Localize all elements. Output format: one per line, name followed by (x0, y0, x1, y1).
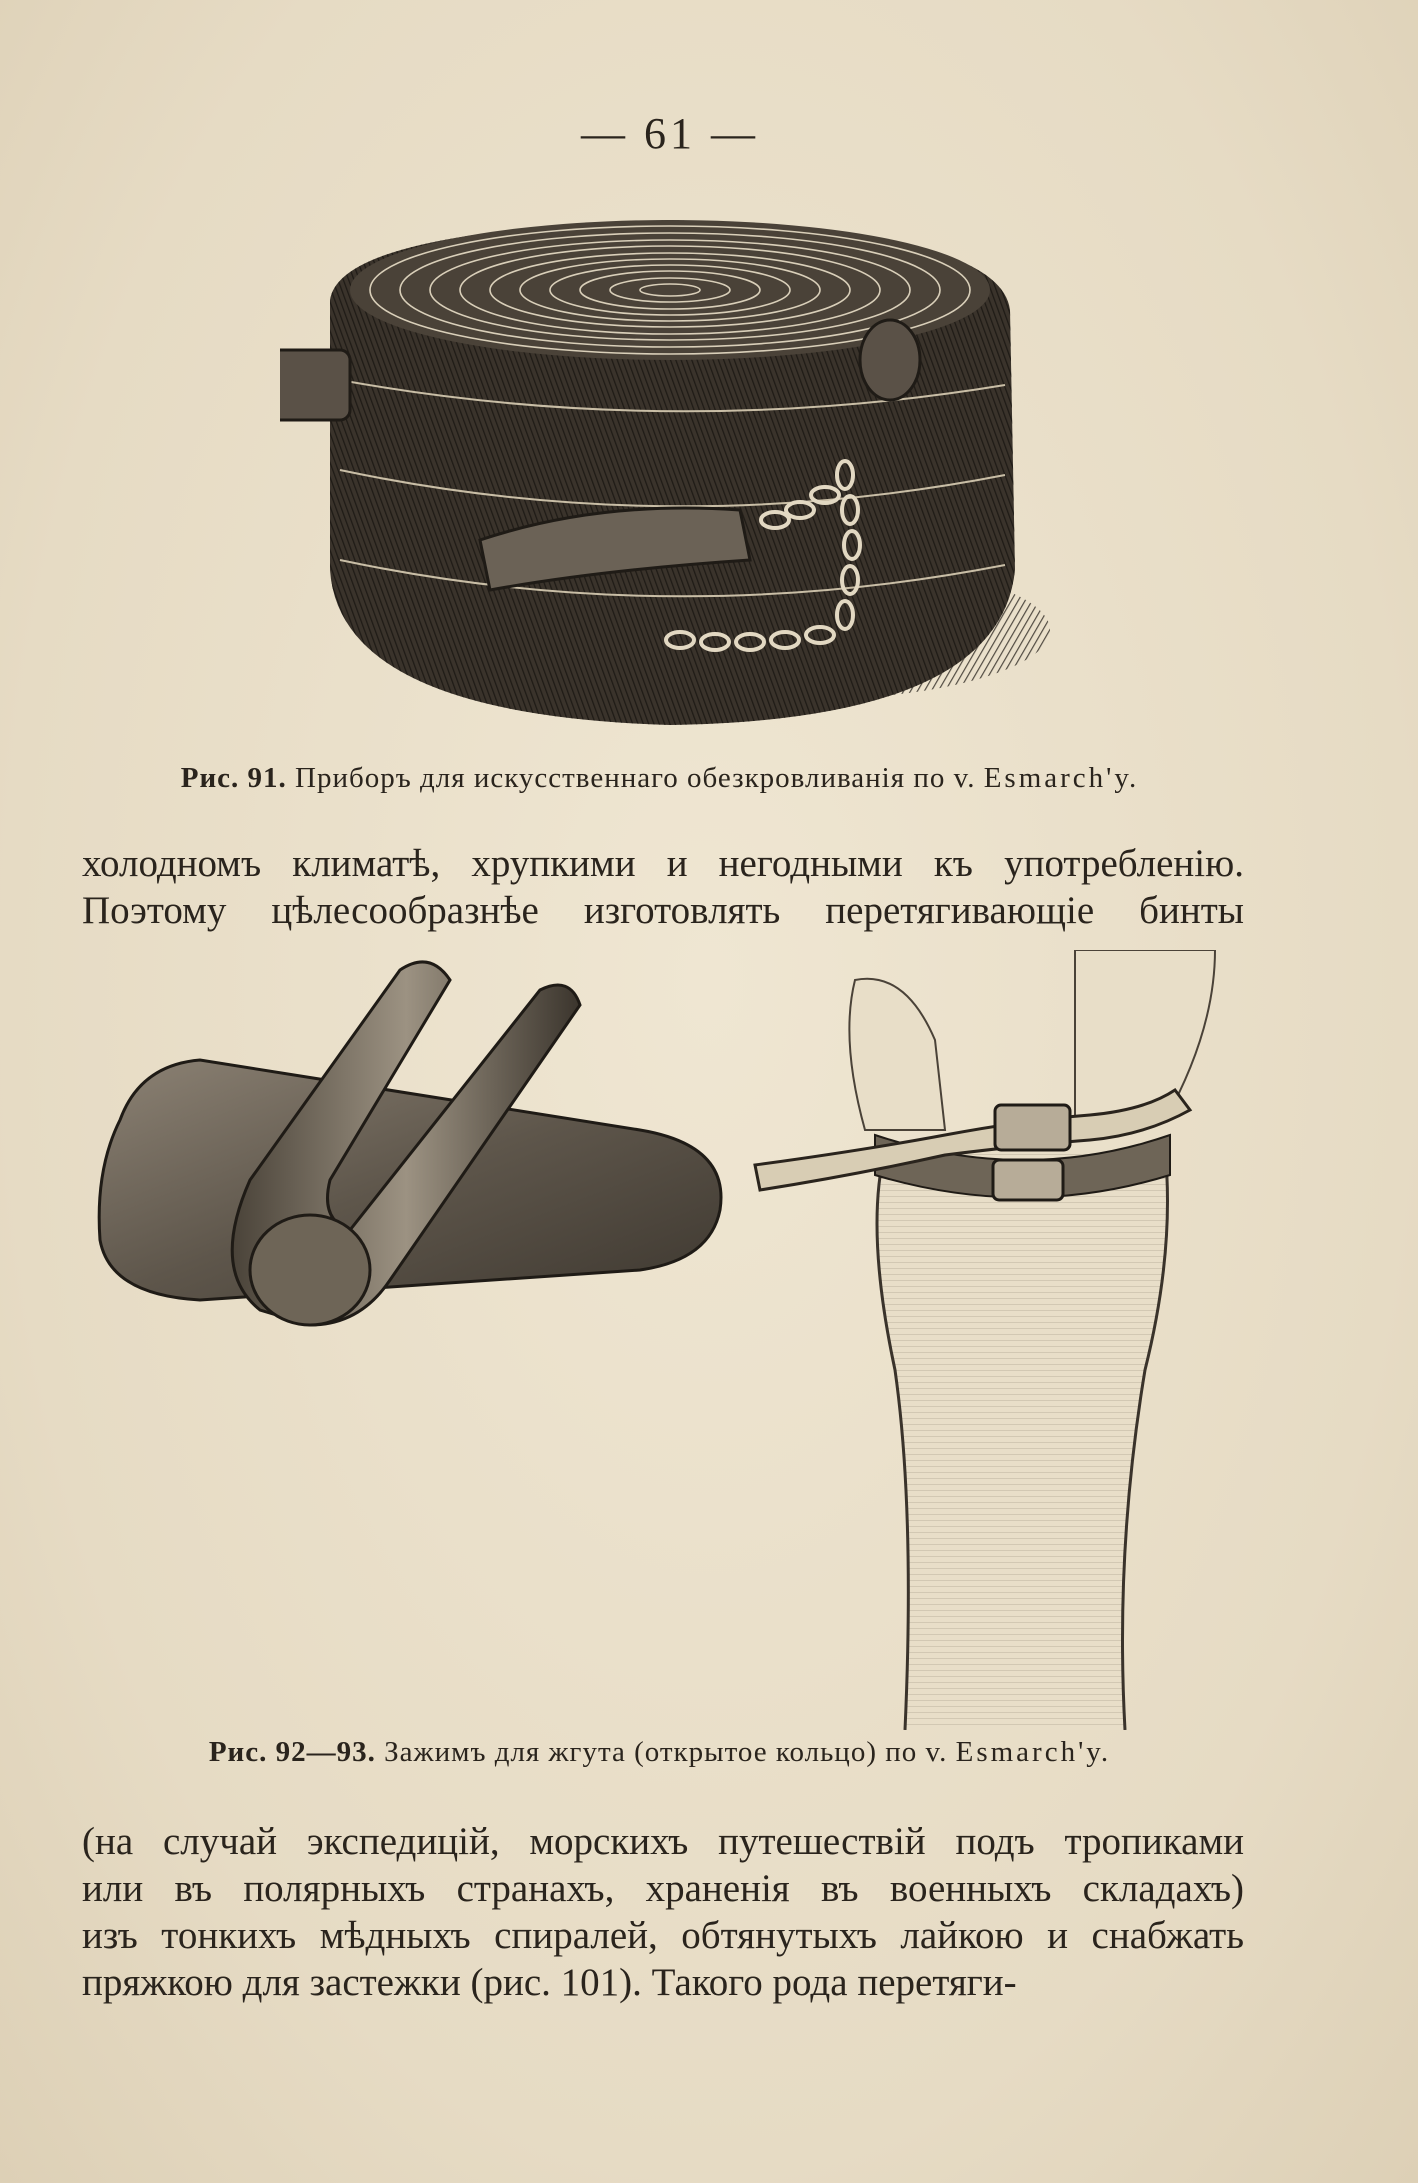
figure-92-clamp-illustration (80, 950, 740, 1350)
figure-91-tourniquet-roll-illustration (280, 210, 1060, 740)
figure-91-label: Рис. 91. (180, 762, 287, 794)
page-number: — 61 — (581, 109, 759, 158)
paragraph-1 (82, 840, 1244, 934)
figure-92-93-caption (80, 1736, 1240, 1769)
figure-92-93-caption-name: Esmarch'у. (955, 1736, 1112, 1768)
paragraph-1-line-1: холодномъ климатѣ, хрупкими и негодными къ употребленію. (82, 842, 1244, 885)
figure-91-caption (80, 762, 1240, 795)
figure-91-caption-name: Esmarch'у. (983, 762, 1140, 794)
figure-91-caption-text: Приборъ для искусственнаго обезкровливанія по v. (295, 762, 976, 794)
figure-92-93-label: Рис. 92—93. (208, 1736, 376, 1768)
paragraph-2 (82, 1818, 1244, 2006)
figure-93-limb-with-clamp-illustration (745, 950, 1255, 1730)
figure-92-93-caption-text: Зажимъ для жгута (открытое кольцо) по v. (384, 1736, 948, 1768)
paragraph-2-line-3: изъ тонкихъ мѣдныхъ спиралей, обтянутыхъ лайкою и снабжать (82, 1914, 1244, 1957)
paragraph-1-line-2: Поэтому цѣлесообразнѣе изготовлять перетягивающіе бинты (82, 889, 1244, 932)
paragraph-2-line-4: пряжкою для застежки (рис. 101). Такого рода перетяги- (82, 1961, 1017, 2004)
paragraph-2-line-1: (на случай экспедицій, морскихъ путешествій подъ тропиками (82, 1820, 1244, 1863)
paragraph-2-line-2: или въ полярныхъ странахъ, храненія въ военныхъ складахъ) (82, 1867, 1244, 1910)
